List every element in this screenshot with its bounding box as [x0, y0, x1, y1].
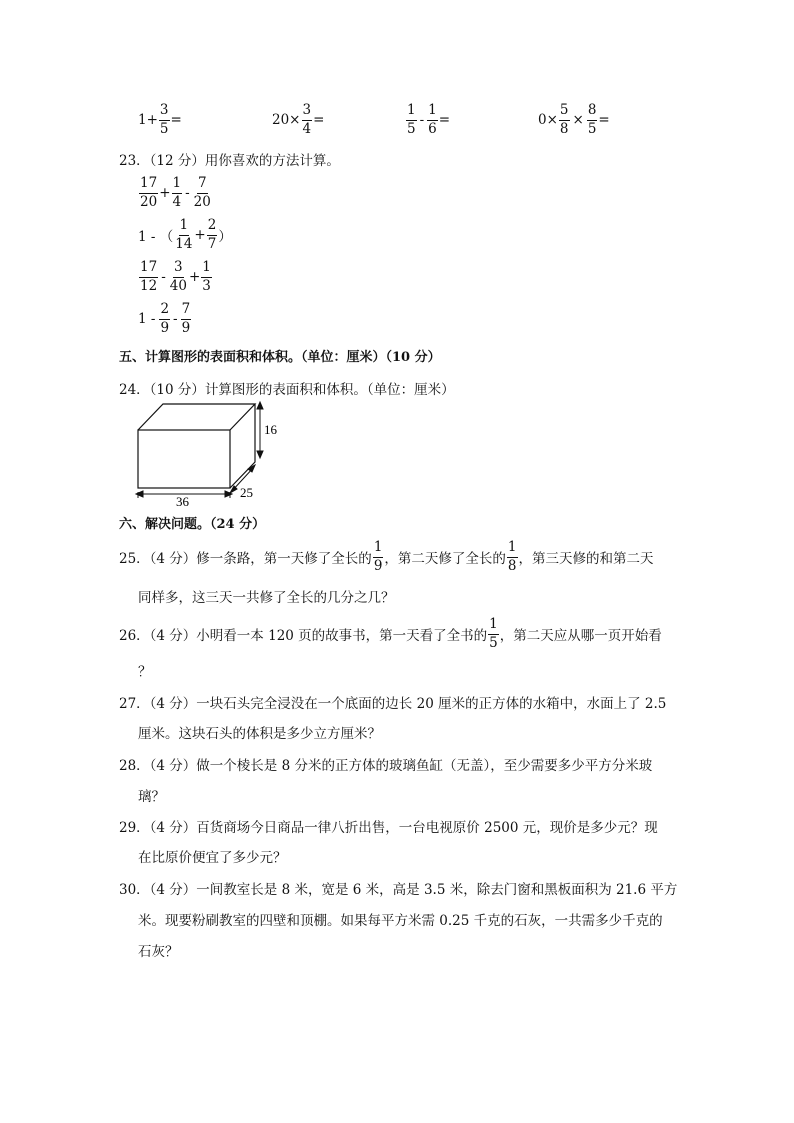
cuboid-figure	[130, 400, 290, 506]
expr-2	[272, 104, 324, 136]
fraction: $\frac{1}{6}$	[428, 102, 437, 137]
q26-text-a: 26．（4 分）小明看一本 120 页的故事书，第一天看了全书的	[119, 628, 488, 644]
q26-text-b: ，第二天应从哪一页开始看	[499, 628, 662, 644]
q23-calc-3	[138, 261, 213, 293]
operator: -	[161, 269, 166, 285]
q25-text-a: 25．（4 分）修一条路，第一天修了全长的	[119, 551, 372, 567]
fraction: $\frac{1}{5}$	[407, 102, 416, 137]
length-label: 36	[176, 494, 189, 506]
arrow-up-icon	[257, 402, 263, 409]
fraction: $\frac{1}{9}$	[373, 539, 383, 574]
expr-4	[538, 104, 610, 136]
equals-sign: =	[170, 112, 182, 128]
fraction: $\frac{17}{20}$	[140, 175, 158, 210]
fraction: $\frac{1}{4}$	[172, 175, 182, 210]
question-26-line-1	[119, 618, 662, 650]
operator: -	[185, 185, 190, 201]
fraction: $\frac{8}{5}$	[587, 102, 597, 137]
expr-4-lead: 0×	[538, 112, 558, 128]
height-label: 16	[264, 422, 277, 437]
fraction: $\frac{3}{5}$	[159, 102, 169, 137]
expr-2-lead: 20×	[272, 112, 301, 128]
fraction: $\frac{1}{5}$	[489, 616, 498, 651]
q25-text-b: ，第二天修了全长的	[384, 551, 506, 567]
fraction: $\frac{1}{3}$	[202, 259, 211, 294]
question-30-line-2: 米。现要粉刷教室的四壁和顶棚。如果每平方米需 0.25 千克的石灰，一共需多少千克的	[138, 913, 663, 929]
equals-sign: =	[313, 112, 325, 128]
question-30-line-3: 石灰？	[138, 944, 179, 960]
section-6-heading: 六、解决问题。（24 分）	[119, 517, 266, 532]
question-27-line-2: 厘米。这块石头的体积是多少立方厘米？	[138, 726, 381, 742]
expr-1-lead: 1+	[138, 112, 158, 128]
q23-calc-1	[138, 177, 213, 209]
arrow-down-icon	[257, 451, 263, 458]
question-30-line-1: 30．（4 分）一间教室长是 8 米，宽是 6 米，高是 3.5 米，除去门窗和黑板面积为 21.6 平方	[119, 882, 678, 898]
question-28-line-1: 28．（4 分）做一个棱长是 8 分米的正方体的玻璃鱼缸（无盖），至少需要多少平方分米玻	[119, 758, 653, 774]
cuboid-front-face	[138, 430, 230, 488]
operator: ×	[572, 112, 584, 128]
fraction: $\frac{7}{9}$	[181, 301, 191, 336]
fraction: $\frac{17}{12}$	[140, 259, 158, 294]
question-28-line-2: 璃？	[138, 789, 165, 805]
cuboid-top-face	[138, 404, 255, 430]
fraction: $\frac{5}{8}$	[559, 102, 569, 137]
question-25-line-2: 同样多，这三天一共修了全长的几分之几？	[138, 590, 395, 606]
question-23-title: 23．（12 分）用你喜欢的方法计算。	[119, 153, 340, 169]
operator: +	[159, 185, 171, 201]
fraction: $\frac{1}{14}$	[175, 217, 193, 252]
fraction: $\frac{1}{8}$	[507, 539, 517, 574]
fraction: $\frac{3}{4}$	[302, 102, 312, 137]
section-5-heading: 五、计算图形的表面积和体积。（单位：厘米）（10 分）	[119, 350, 441, 365]
equals-sign: =	[598, 112, 610, 128]
equals-sign: =	[438, 112, 451, 128]
operator: +	[188, 269, 201, 285]
fraction: $\frac{2}{9}$	[160, 301, 170, 336]
question-24-title: 24．（10 分）计算图形的表面积和体积。（单位：厘米）	[119, 382, 455, 398]
lead-text: 1 -	[138, 311, 156, 327]
question-29-line-2: 在比原价便宜了多少元？	[138, 850, 287, 866]
expr-3	[405, 104, 450, 136]
question-25-line-1	[119, 541, 654, 573]
fraction: $\frac{7}{20}$	[193, 175, 211, 210]
lead-text: 1 - （	[138, 229, 174, 245]
fraction: $\frac{3}{40}$	[169, 259, 187, 294]
q25-text-c: ，第三天修的和第二天	[518, 551, 654, 567]
operator: -	[419, 112, 425, 128]
question-26-line-2: ？	[138, 664, 152, 680]
arrow-left-icon	[136, 491, 143, 497]
operator: +	[194, 227, 206, 243]
width-label: 25	[240, 485, 253, 500]
q23-calc-2	[138, 219, 232, 251]
close-paren: ）	[218, 229, 232, 245]
question-29-line-1: 29．（4 分）百货商场今日商品一律八折出售，一台电视原价 2500 元，现价是多少元？现	[119, 820, 658, 836]
question-27-line-1: 27．（4 分）一块石头完全浸没在一个底面的边长 20 厘米的正方体的水箱中，水面上了 2.5	[119, 696, 667, 712]
fraction: $\frac{2}{7}$	[207, 217, 217, 252]
expr-1	[138, 104, 182, 136]
q23-calc-4	[138, 303, 192, 335]
operator: -	[173, 311, 178, 327]
